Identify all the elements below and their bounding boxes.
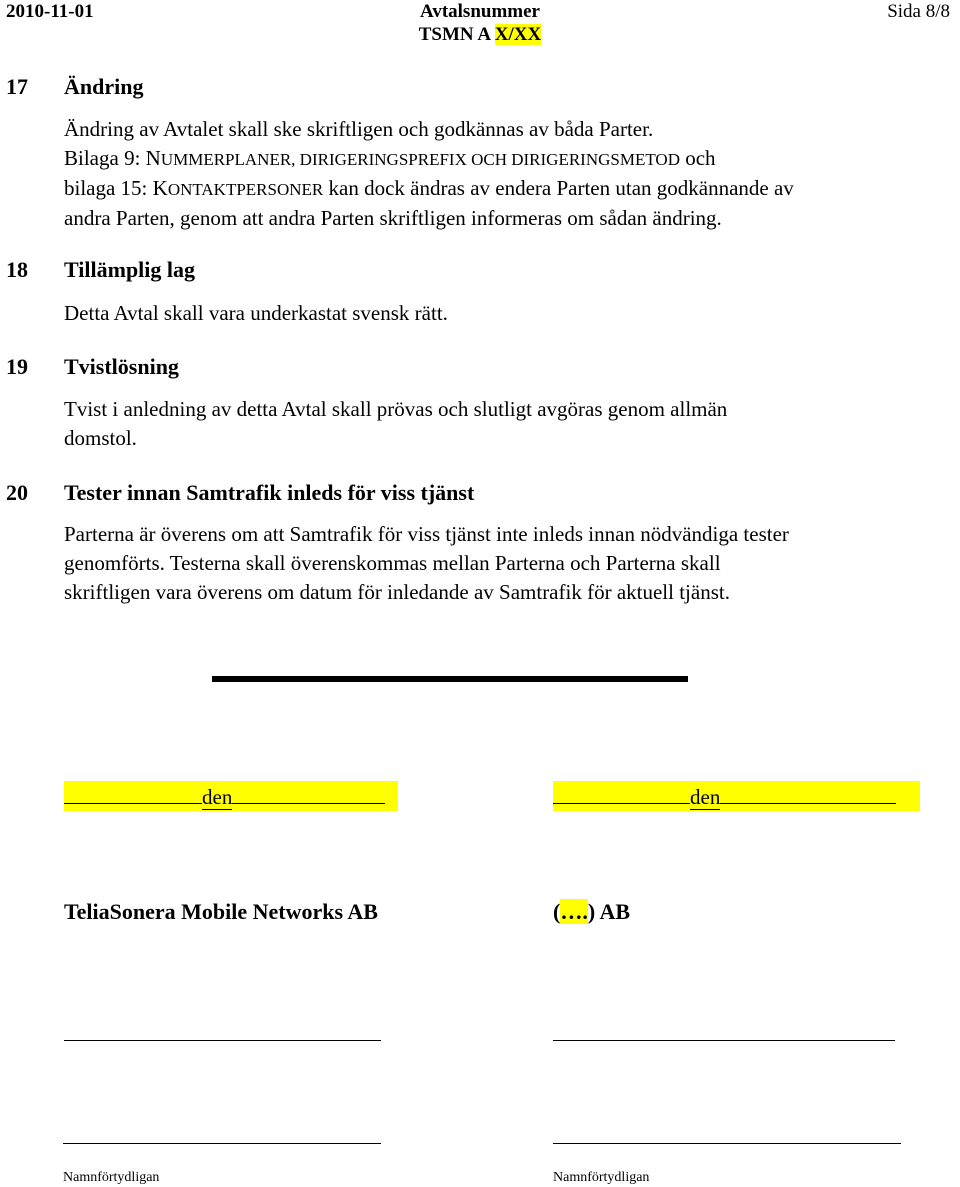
date-field-left-line-b (232, 781, 385, 804)
name-line-right (553, 1143, 901, 1144)
section-19-line-1: Tvist i anledning av detta Avtal skall prövas och slutligt avgöras genom allmän (64, 397, 728, 421)
section-17-line-1: Ändring av Avtalet skall ske skriftligen och godkännas av båda Parter. (64, 117, 654, 141)
signature-line-right (553, 1040, 895, 1041)
name-label-right: Namnförtydligan (553, 1170, 650, 1185)
header-title-label: Avtalsnummer (420, 1, 540, 22)
party-right-open: ( (553, 899, 561, 924)
name-label-left: Namnförtydligan (63, 1170, 160, 1185)
date-field-right-den: den (690, 785, 721, 809)
section-17-line-3-b: kan dock ändras av endera Parten utan godkännande av (323, 176, 794, 200)
section-17-line-3-a: bilaga 15: K (64, 176, 168, 200)
section-17-line-4: andra Parten, genom att andra Parten skriftligen informeras om sådan ändring. (64, 206, 722, 230)
date-field-left (64, 781, 398, 811)
section-17-line-3 (64, 174, 954, 204)
section-17-title: Ändring (64, 74, 144, 99)
section-17-line-2-smallcaps: UMMERPLANER, DIRIGERINGSPREFIX OCH DIRIGERINGSMETOD (160, 150, 680, 169)
signature-line-left (64, 1040, 381, 1041)
section-19-line-2: domstol. (64, 426, 137, 450)
section-18-title: Tillämplig lag (64, 257, 196, 282)
section-19-number: 19 (6, 354, 28, 379)
section-17-line-2-b: och (679, 146, 716, 170)
party-right-close: ) AB (587, 899, 631, 924)
section-20-number: 20 (6, 480, 28, 505)
section-18-text: Detta Avtal skall vara underkastat svensk rätt. (64, 301, 448, 325)
section-19-body (64, 395, 954, 453)
section-17-line-2 (64, 144, 954, 174)
name-line-left (63, 1143, 381, 1144)
section-17-line-3-smallcaps: ONTAKTPERSONER (167, 180, 324, 199)
section-17-line-2-a: Bilaga 9: N (64, 146, 161, 170)
date-field-left-line-a (64, 781, 202, 804)
section-20-line-3: skriftligen vara överens om datum för inledande av Samtrafik för aktuell tjänst. (64, 580, 730, 604)
section-17-number: 17 (6, 74, 28, 99)
section-18-number: 18 (6, 257, 28, 282)
party-left: TeliaSonera Mobile Networks AB (64, 899, 378, 924)
section-20-title: Tester innan Samtrafik inleds för viss tjänst (64, 480, 475, 505)
header-date: 2010-11-01 (6, 1, 94, 22)
party-right-placeholder: …. (560, 899, 588, 924)
header-title (0, 0, 960, 46)
date-field-right (553, 781, 920, 811)
header-contract (0, 23, 960, 46)
section-19-title: Tvistlösning (64, 354, 179, 379)
separator-bar (212, 676, 688, 682)
header-contract-number: X/XX (494, 24, 542, 45)
section-17-body (64, 115, 954, 233)
section-20-line-1: Parterna är överens om att Samtrafik för viss tjänst inte inleds innan nödvändiga tester (64, 522, 789, 546)
header-page: Sida 8/8 (887, 1, 950, 22)
party-right (553, 899, 630, 925)
date-field-right-line-a (553, 781, 690, 804)
date-field-right-line-b (720, 781, 896, 804)
date-field-left-den: den (202, 785, 233, 809)
section-20-body (64, 520, 954, 607)
section-20-line-2: genomförts. Testerna skall överenskommas mellan Parterna och Parterna skall (64, 551, 721, 575)
header-contract-prefix: TSMN A (418, 24, 495, 45)
